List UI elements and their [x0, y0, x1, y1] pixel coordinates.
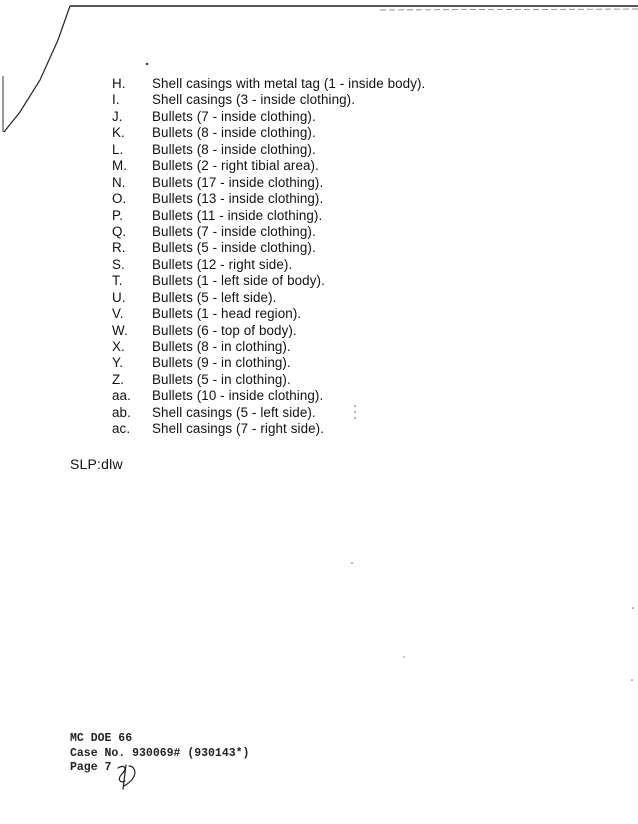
- item-description: Bullets (6 - top of body).: [152, 322, 297, 338]
- item-description: Bullets (5 - left side).: [152, 289, 277, 305]
- list-item: [112, 142, 425, 158]
- list-item: [112, 388, 425, 404]
- item-description: Shell casings (3 - inside clothing).: [152, 92, 356, 108]
- list-item: [112, 290, 425, 306]
- list-item: [112, 323, 425, 339]
- item-letter: N.: [112, 174, 126, 190]
- item-letter: I.: [112, 92, 120, 108]
- item-letter: X.: [112, 339, 125, 354]
- item-description: Bullets (7 - inside clothing).: [152, 223, 316, 239]
- item-description: Bullets (17 - inside clothing).: [152, 174, 324, 190]
- case-number: Case No. 930069# (930143*): [70, 746, 250, 760]
- list-item: [112, 339, 425, 355]
- document-id: MC DOE 66: [70, 732, 133, 745]
- page-number: Page 7: [70, 761, 112, 774]
- item-description: Shell casings (5 - left side).: [152, 404, 316, 420]
- item-letter: ac.: [112, 421, 131, 437]
- item-description: Bullets (8 - inside clothing).: [152, 125, 316, 141]
- item-description: Bullets (2 - right tibial area).: [152, 158, 319, 174]
- list-item: [112, 306, 425, 322]
- item-description: Bullets (12 - right side).: [152, 256, 293, 272]
- list-item: [112, 240, 425, 256]
- item-description: Bullets (9 - in clothing).: [152, 355, 291, 371]
- item-description: Bullets (8 - inside clothing).: [152, 141, 316, 157]
- top-edge-line-faint: [380, 9, 638, 10]
- speck: [403, 656, 404, 657]
- list-item: [112, 224, 425, 240]
- list-item: [112, 421, 425, 437]
- list-item: [112, 405, 425, 421]
- item-description: Bullets (8 - in clothing).: [152, 339, 291, 354]
- list-item: [112, 125, 425, 141]
- item-letter: T.: [112, 273, 123, 289]
- left-edge-diagonal: [4, 6, 70, 132]
- item-description: Bullets (1 - left side of body).: [152, 273, 325, 289]
- speck: [351, 562, 353, 564]
- item-description: Bullets (1 - head region).: [152, 306, 302, 322]
- item-letter: U.: [112, 289, 126, 305]
- item-letter: Q.: [112, 223, 127, 239]
- list-item: [112, 109, 425, 125]
- speck: [632, 607, 634, 609]
- item-description: Bullets (7 - inside clothing).: [152, 108, 316, 124]
- item-letter: ab.: [112, 404, 131, 420]
- list-item: [112, 76, 425, 92]
- document-footer: [70, 732, 249, 776]
- list-item: [112, 175, 425, 191]
- item-letter: L.: [112, 141, 124, 157]
- speck: [631, 679, 633, 681]
- item-letter: S.: [112, 256, 125, 272]
- list-item: [112, 208, 425, 224]
- list-item: [112, 372, 425, 388]
- typist-initials: SLP:dlw: [70, 456, 123, 472]
- list-item: [112, 355, 425, 371]
- handwritten-initials: [114, 762, 140, 792]
- list-item: [112, 92, 425, 108]
- item-letter: W.: [112, 322, 128, 338]
- speck: [146, 63, 148, 65]
- evidence-list: [112, 76, 425, 438]
- item-letter: aa.: [112, 388, 131, 404]
- item-letter: P.: [112, 207, 124, 223]
- item-letter: V.: [112, 306, 124, 322]
- list-item: [112, 158, 425, 174]
- item-description: Shell casings (7 - right side).: [152, 421, 325, 437]
- item-letter: K.: [112, 125, 125, 141]
- item-description: Shell casings with metal tag (1 - inside body).: [152, 76, 426, 91]
- item-letter: Z.: [112, 371, 125, 387]
- item-letter: O.: [112, 191, 127, 207]
- item-description: Bullets (5 - inside clothing).: [152, 240, 316, 256]
- list-item: [112, 191, 425, 207]
- item-description: Bullets (10 - inside clothing).: [152, 388, 324, 404]
- item-letter: M.: [112, 158, 128, 174]
- list-item: [112, 273, 425, 289]
- item-description: Bullets (11 - inside clothing).: [152, 207, 323, 223]
- item-description: Bullets (13 - inside clothing).: [152, 191, 324, 207]
- list-item: [112, 257, 425, 273]
- item-letter: R.: [112, 240, 126, 256]
- item-letter: H.: [112, 76, 126, 91]
- item-letter: Y.: [112, 355, 124, 371]
- item-letter: J.: [112, 108, 123, 124]
- item-description: Bullets (5 - in clothing).: [152, 371, 291, 387]
